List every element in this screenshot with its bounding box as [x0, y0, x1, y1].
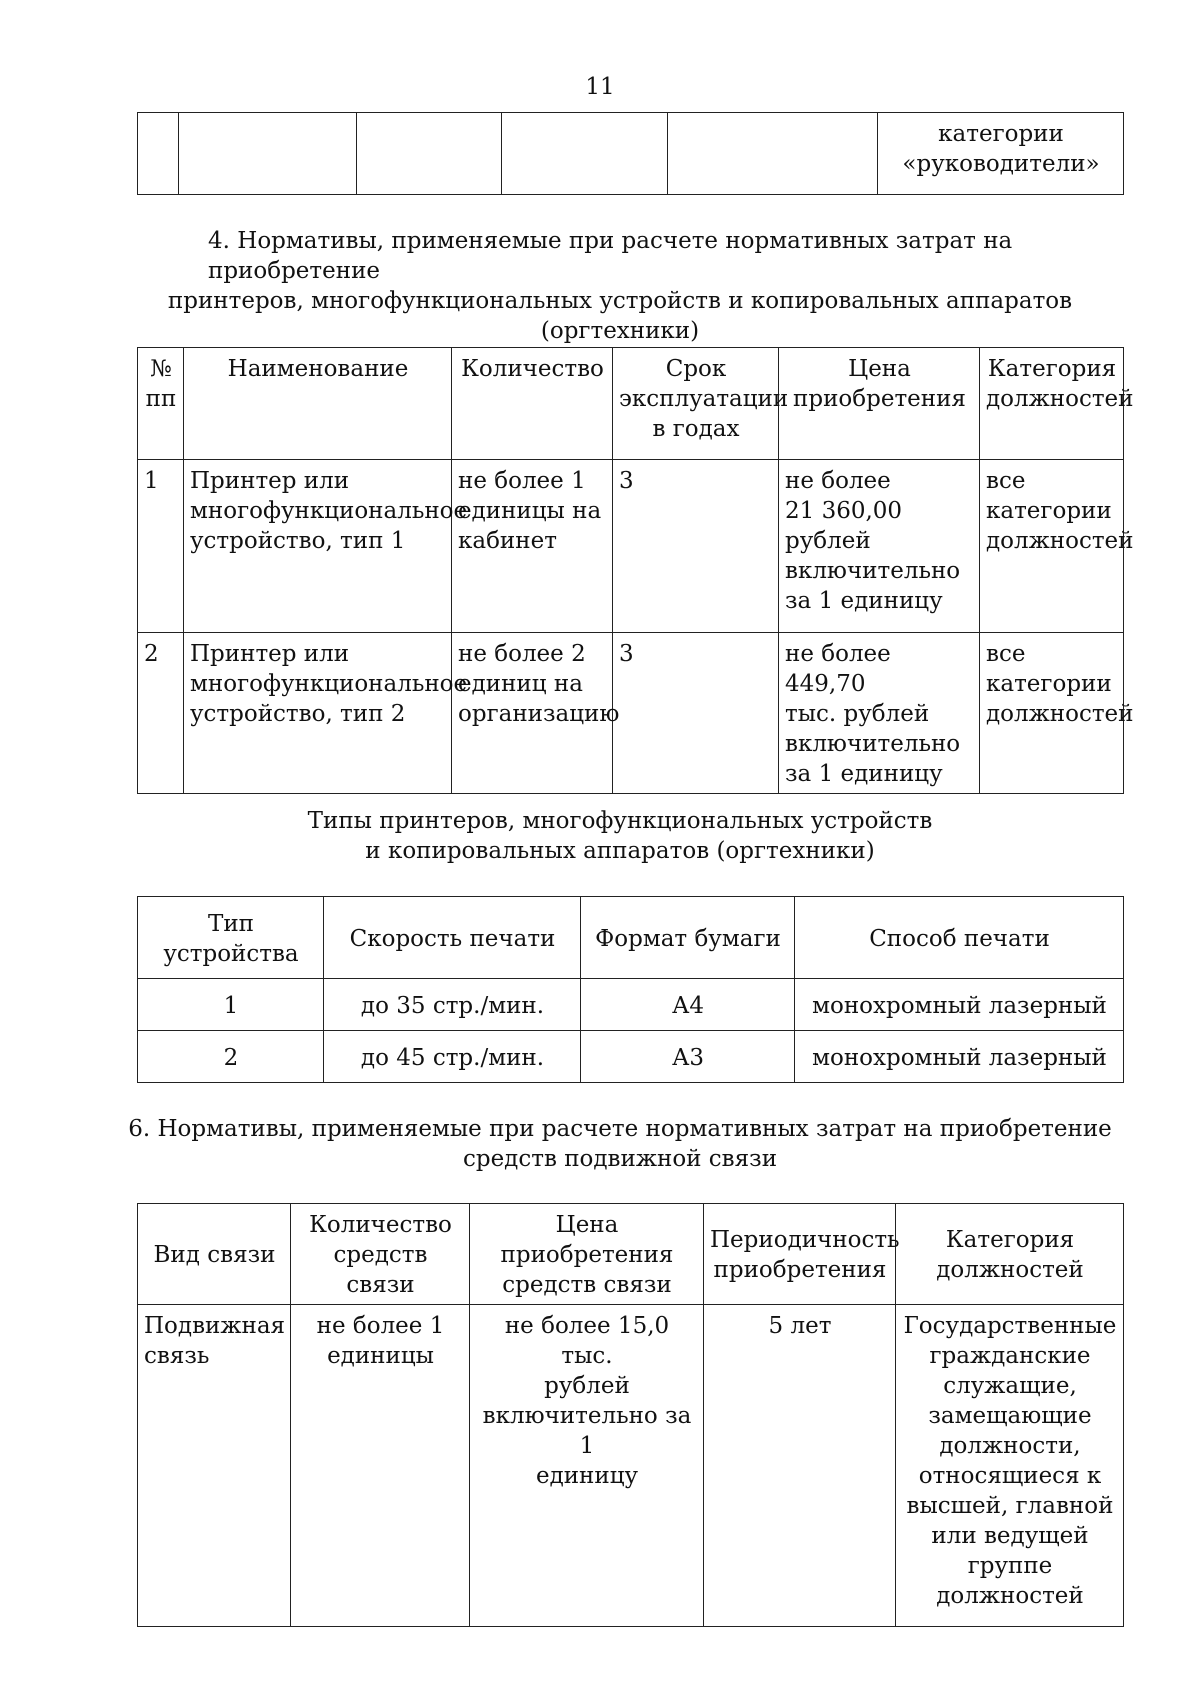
table-header-row: [138, 348, 1124, 460]
cell-type: 1: [138, 979, 324, 1031]
header-price: Цена приобретения средств связи: [470, 1204, 704, 1305]
table-row: [138, 633, 1124, 794]
row-term: 3: [613, 633, 779, 794]
row-price: не более 449,70 тыс. рублей включительно за 1 единицу: [779, 633, 980, 794]
header-name: Наименование: [184, 348, 452, 460]
table-header-row: [138, 1204, 1124, 1305]
table-row: [138, 460, 1124, 633]
cell-speed: до 45 стр./мин.: [324, 1031, 581, 1083]
device-types-table: [137, 896, 1124, 1083]
row-quantity: не более 1 единицы на кабинет: [452, 460, 613, 633]
header-print-speed: Скорость печати: [324, 897, 581, 979]
table-row: [138, 1031, 1124, 1083]
header-kind: Вид связи: [138, 1204, 291, 1305]
row-category: все категории должностей: [980, 633, 1124, 794]
section4-title: 4. Нормативы, применяемые при расчете нормативных затрат на приобретение принтеров, многофункциональных устройств и копировальных аппаратов (оргтехники): [167, 228, 1073, 344]
section6-title: 6. Нормативы, применяемые при расчете нормативных затрат на приобретение средств подвижной связи: [128, 1116, 1112, 1172]
header-paper-format: Формат бумаги: [581, 897, 795, 979]
continued-table: [137, 112, 1124, 195]
header-period: Периодичность приобретения: [704, 1204, 896, 1305]
cell-method: монохромный лазерный: [795, 1031, 1124, 1083]
row-price: не более 21 360,00 рублей включительно за 1 единицу: [779, 460, 980, 633]
empty-cell: [179, 113, 357, 195]
cell-method: монохромный лазерный: [795, 979, 1124, 1031]
row-name: Принтер или многофункциональное устройство, тип 2: [184, 633, 452, 794]
row-quantity: не более 2 единиц на организацию: [452, 633, 613, 794]
header-device-type: Тип устройства: [138, 897, 324, 979]
cell-speed: до 35 стр./мин.: [324, 979, 581, 1031]
page-number: 11: [585, 74, 615, 100]
header-term: Срок эксплуатации в годах: [613, 348, 779, 460]
row-category: Государственные гражданские служащие, замещающие должности, относящиеся к высшей, главной или ведущей группе должностей: [896, 1305, 1124, 1627]
header-print-method: Способ печати: [795, 897, 1124, 979]
row-category: все категории должностей: [980, 460, 1124, 633]
header-category: Категория должностей: [980, 348, 1124, 460]
row-name: Принтер или многофункциональное устройство, тип 1: [184, 460, 452, 633]
category-cell: категории «руководители»: [878, 113, 1124, 195]
row-kind: Подвижная связь: [138, 1305, 291, 1627]
header-num: № пп: [138, 348, 184, 460]
row-num: 1: [138, 460, 184, 633]
cell-format: А3: [581, 1031, 795, 1083]
empty-cell: [138, 113, 179, 195]
row-term: 3: [613, 460, 779, 633]
row-price: не более 15,0 тыс. рублей включительно за 1 единицу: [470, 1305, 704, 1627]
header-quantity: Количество: [452, 348, 613, 460]
office-equipment-norms-table: [137, 347, 1134, 794]
empty-cell: [668, 113, 878, 195]
row-num: 2: [138, 633, 184, 794]
header-quantity: Количество средств связи: [291, 1204, 470, 1305]
table-row: [138, 1305, 1124, 1627]
header-category: Категория должностей: [896, 1204, 1124, 1305]
cell-format: А4: [581, 979, 795, 1031]
header-price: Цена приобретения: [779, 348, 980, 460]
row-period: 5 лет: [704, 1305, 896, 1627]
types-title: Типы принтеров, многофункциональных устройств и копировальных аппаратов (оргтехники): [307, 808, 933, 864]
table-header-row: [138, 897, 1124, 979]
cell-type: 2: [138, 1031, 324, 1083]
empty-cell: [357, 113, 502, 195]
empty-cell: [502, 113, 668, 195]
table-row: [138, 979, 1124, 1031]
row-quantity: не более 1 единицы: [291, 1305, 470, 1627]
mobile-communication-norms-table: [137, 1203, 1124, 1627]
